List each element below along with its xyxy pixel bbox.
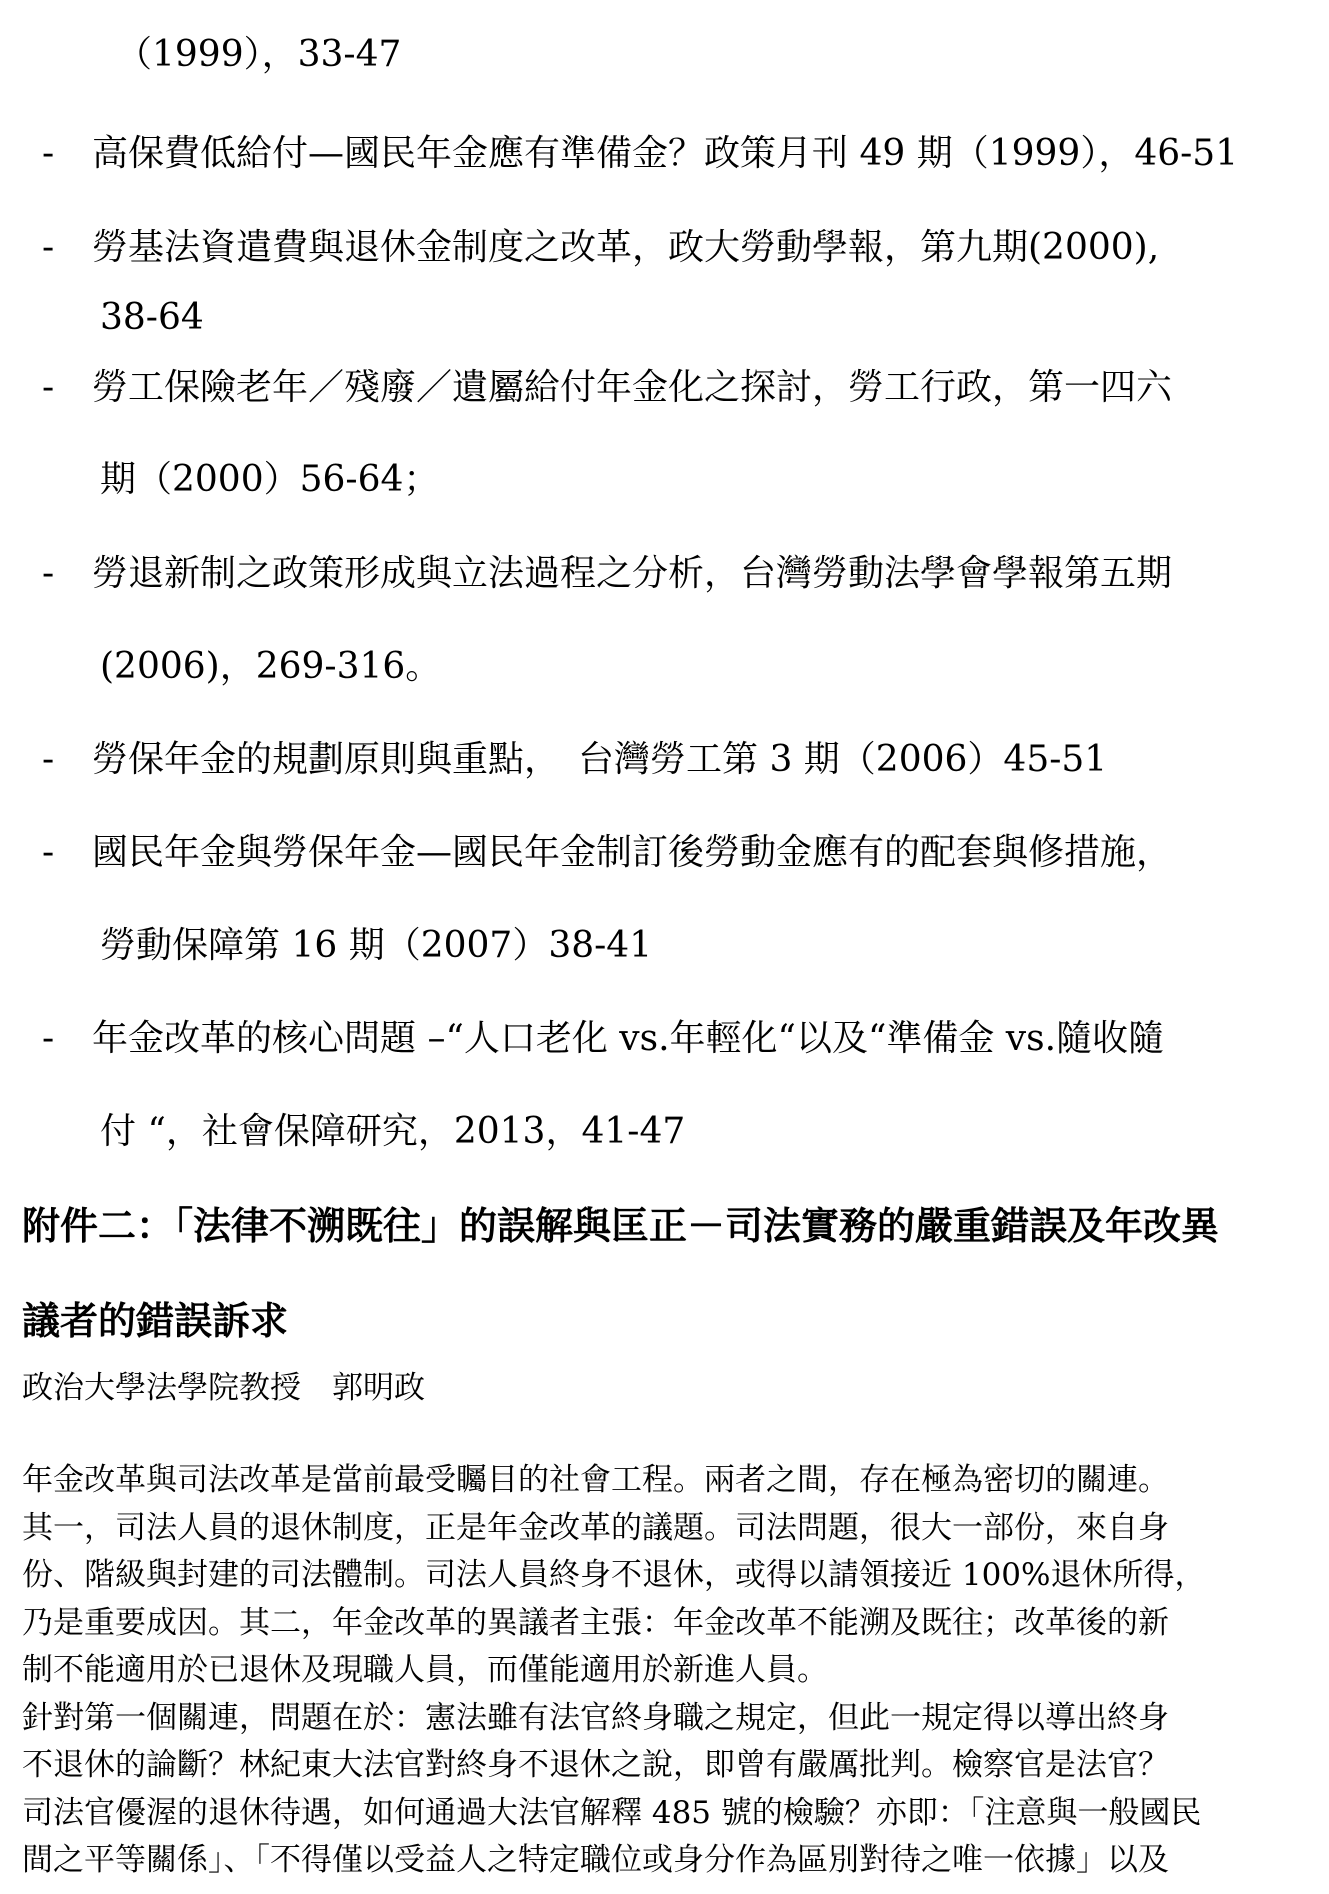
body-line: 間之平等關係」、「不得僅以受益人之特定職位或身分作為區別對待之唯一依據」以及 <box>22 1842 1169 1878</box>
body-line: 不退休的論斷？林紀東大法官對終身不退休之說，即曾有嚴厲批判。檢察官是法官？ <box>22 1747 1169 1783</box>
appendix-title-line: 附件二：「法律不溯既往」的誤解與匡正－司法實務的嚴重錯誤及年改異 <box>22 1204 1220 1248</box>
list-dash: - <box>42 227 55 268</box>
reference-item: 勞保年金的規劃原則與重點， 台灣勞工第 3 期（2006）45-51 <box>92 739 1108 780</box>
list-dash: - <box>42 553 55 594</box>
author-line: 政治大學法學院教授 郭明政 <box>22 1370 425 1406</box>
body-line: 司法官優渥的退休待遇，如何通過大法官解釋 485 號的檢驗？亦即：「注意與一般國民 <box>22 1795 1202 1831</box>
list-dash: - <box>42 367 55 408</box>
reference-item-continuation: (2006)，269-316。 <box>100 646 442 687</box>
appendix-title-line: 議者的錯誤訴求 <box>22 1299 289 1343</box>
list-dash: - <box>42 133 55 174</box>
reference-item: 年金改革的核心問題 –“人口老化 vs.年輕化“以及“準備金 vs.隨收隨 <box>92 1018 1165 1059</box>
list-dash: - <box>42 739 55 780</box>
body-line: 制不能適用於已退休及現職人員，而僅能適用於新進人員。 <box>22 1652 828 1688</box>
reference-item: 勞基法資遣費與退休金制度之改革，政大勞動學報，第九期(2000), <box>92 227 1160 268</box>
reference-item: 國民年金與勞保年金—國民年金制訂後勞動金應有的配套與修措施， <box>92 832 1173 873</box>
list-dash: - <box>42 832 55 873</box>
reference-continuation: （1999），33-47 <box>116 34 402 75</box>
reference-item-continuation: 38-64 <box>100 297 204 338</box>
reference-item-continuation: 勞動保障第 16 期（2007）38-41 <box>100 925 653 966</box>
reference-item: 高保費低給付—國民年金應有準備金？政策月刊 49 期（1999），46-51 <box>92 133 1239 174</box>
reference-item-continuation: 付 “，社會保障研究，2013，41-47 <box>100 1111 686 1152</box>
reference-item: 勞工保險老年／殘廢／遺屬給付年金化之探討，勞工行政，第一四六 <box>92 367 1173 408</box>
body-line: 份、階級與封建的司法體制。司法人員終身不退休，或得以請領接近 100%退休所得， <box>22 1557 1206 1593</box>
body-line: 針對第一個關連，問題在於：憲法雖有法官終身職之規定，但此一規定得以導出終身 <box>22 1700 1169 1736</box>
body-line: 年金改革與司法改革是當前最受矚目的社會工程。兩者之間，存在極為密切的關連。 <box>22 1462 1169 1498</box>
body-line: 乃是重要成因。其二，年金改革的異議者主張：年金改革不能溯及既往；改革後的新 <box>22 1605 1169 1641</box>
body-line: 其一，司法人員的退休制度，正是年金改革的議題。司法問題，很大一部份，來自身 <box>22 1510 1169 1546</box>
reference-item-continuation: 期（2000）56-64； <box>100 459 440 500</box>
reference-item: 勞退新制之政策形成與立法過程之分析，台灣勞動法學會學報第五期 <box>92 553 1173 594</box>
list-dash: - <box>42 1018 55 1059</box>
